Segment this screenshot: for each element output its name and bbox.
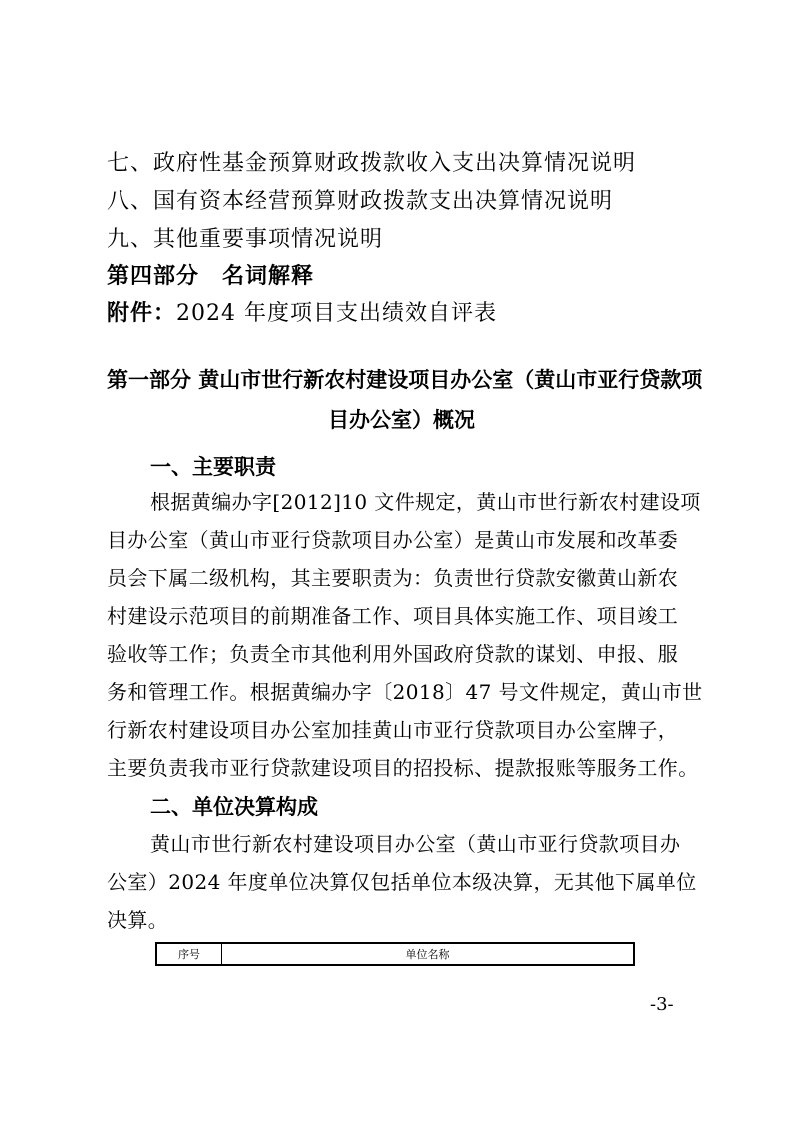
part1-title-line2: 目办公室）概况 — [328, 408, 475, 432]
toc-attachment — [107, 298, 497, 330]
table-header-unit-name: 单位名称 — [405, 948, 450, 961]
section1-line: 验收等工作；负责全市其他利用外国政府贷款的谋划、申报、服 — [107, 642, 679, 666]
section1-line: 行新农村建设项目办公室加挂黄山市亚行贷款项目办公室牌子， — [107, 718, 679, 742]
page-number: -3- — [650, 994, 674, 1015]
section1-line: 员会下属二级机构，其主要职责为：负责世行贷款安徽黄山新农 — [107, 566, 679, 590]
section2-line: 决算。 — [107, 908, 169, 932]
section1-line: 根据黄编办字[2012]10 文件规定，黄山市世行新农村建设项 — [150, 490, 701, 514]
section1-line: 主要负责我市亚行贷款建设项目的招投标、提款报账等服务工作。 — [107, 756, 699, 780]
section2-line: 黄山市世行新农村建设项目办公室（黄山市亚行贷款项目办 — [150, 832, 681, 856]
toc-part-4: 第四部分 名词解释 — [107, 264, 315, 289]
section2-line: 公室）2024 年度单位决算仅包括单位本级决算，无其他下属单位 — [107, 870, 697, 894]
toc-item-8: 八、国有资本经营预算财政拨款支出决算情况说明 — [107, 189, 614, 214]
attachment-label: 附件： — [107, 301, 177, 326]
toc-item-9: 九、其他重要事项情况说明 — [107, 227, 384, 252]
toc-item-7: 七、政府性基金预算财政拨款收入支出决算情况说明 — [107, 151, 637, 176]
table-header-index: 序号 — [157, 944, 222, 964]
section1-line: 村建设示范项目的前期准备工作、项目具体实施工作、项目竣工 — [107, 604, 679, 628]
attachment-text: 2024 年度项目支出绩效自评表 — [176, 301, 497, 326]
section1-heading: 一、主要职责 — [150, 455, 276, 479]
section1-line: 务和管理工作。根据黄编办字〔2018〕47 号文件规定，黄山市世 — [107, 680, 703, 704]
section2-heading: 二、单位决算构成 — [150, 795, 318, 819]
section1-line: 目办公室（黄山市亚行贷款项目办公室）是黄山市发展和改革委 — [107, 528, 679, 552]
part1-title-line1: 第一部分 黄山市世行新农村建设项目办公室（黄山市亚行贷款项 — [107, 368, 703, 392]
unit-table-header — [155, 942, 635, 966]
